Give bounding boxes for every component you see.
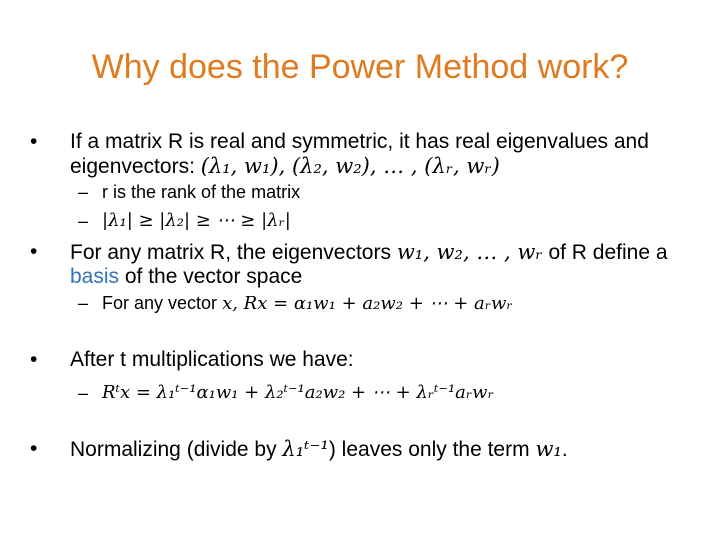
define-text: of R define a — [548, 241, 668, 264]
any-vector-text: For any vector — [102, 293, 218, 313]
w1-term: w₁ — [535, 437, 562, 461]
sub-bullet-rank — [78, 181, 678, 203]
dash-marker: – — [78, 182, 89, 202]
vector-space-text: of the vector space — [124, 265, 303, 288]
bullet-text — [30, 130, 690, 179]
bullet-text — [30, 437, 690, 462]
dash-marker: – — [78, 293, 89, 313]
sub-bullet-rtx — [78, 382, 678, 404]
bullet-marker: • — [30, 437, 38, 460]
multiplications-text: After t multiplications we have: — [70, 348, 354, 371]
basis-highlight: basis — [70, 265, 120, 288]
bullet-marker: • — [30, 348, 38, 371]
eigenpairs-formula: (λ₁, w₁), (λ₂, w₂), … , (λᵣ, wᵣ) — [200, 154, 500, 178]
bullet-multiplications — [30, 348, 690, 372]
rank-text: r is the rank of the matrix — [102, 182, 301, 202]
sub-bullet-any-vector — [78, 292, 678, 315]
symmetric-matrix-text: If a matrix R is real and symmetric, it has real eigenvalues and eigenvectors: — [70, 130, 649, 178]
bullet-symmetric-matrix — [30, 130, 690, 179]
bullet-eigenvector-basis — [30, 240, 690, 289]
lambda-power-formula: λ₁ᵗ⁻¹ — [282, 437, 329, 461]
sub-bullet-text — [78, 292, 678, 315]
period-text: . — [561, 438, 568, 461]
bullet-marker: • — [30, 240, 38, 263]
rx-expansion-formula: x, Rx = α₁w₁ + a₂w₂ + ⋯ + aᵣwᵣ — [222, 293, 513, 314]
dash-marker: – — [78, 383, 89, 403]
eigenvectors-formula: w₁, w₂, … , wᵣ — [396, 240, 543, 264]
sub-bullet-eigenvalue-order — [78, 210, 678, 232]
slide-title: Why does the Power Method work? — [91, 48, 629, 86]
rtx-expansion-formula: Rᵗx = λ₁ᵗ⁻¹α₁w₁ + λ₂ᵗ⁻¹a₂w₂ + ⋯ + λᵣᵗ⁻¹aᵣwᵣ — [102, 382, 494, 403]
eigenvalue-order-formula: |λ₁| ≥ |λ₂| ≥ ⋯ ≥ |λᵣ| — [102, 210, 291, 231]
dash-marker: – — [78, 211, 89, 231]
bullet-text — [30, 240, 690, 289]
eigenvectors-text: For any matrix R, the eigenvectors — [70, 241, 391, 264]
leaves-term-text: ) leaves only the term — [328, 438, 530, 461]
bullet-marker: • — [30, 130, 38, 153]
normalizing-text: Normalizing (divide by — [70, 438, 277, 461]
bullet-normalizing — [30, 437, 690, 462]
